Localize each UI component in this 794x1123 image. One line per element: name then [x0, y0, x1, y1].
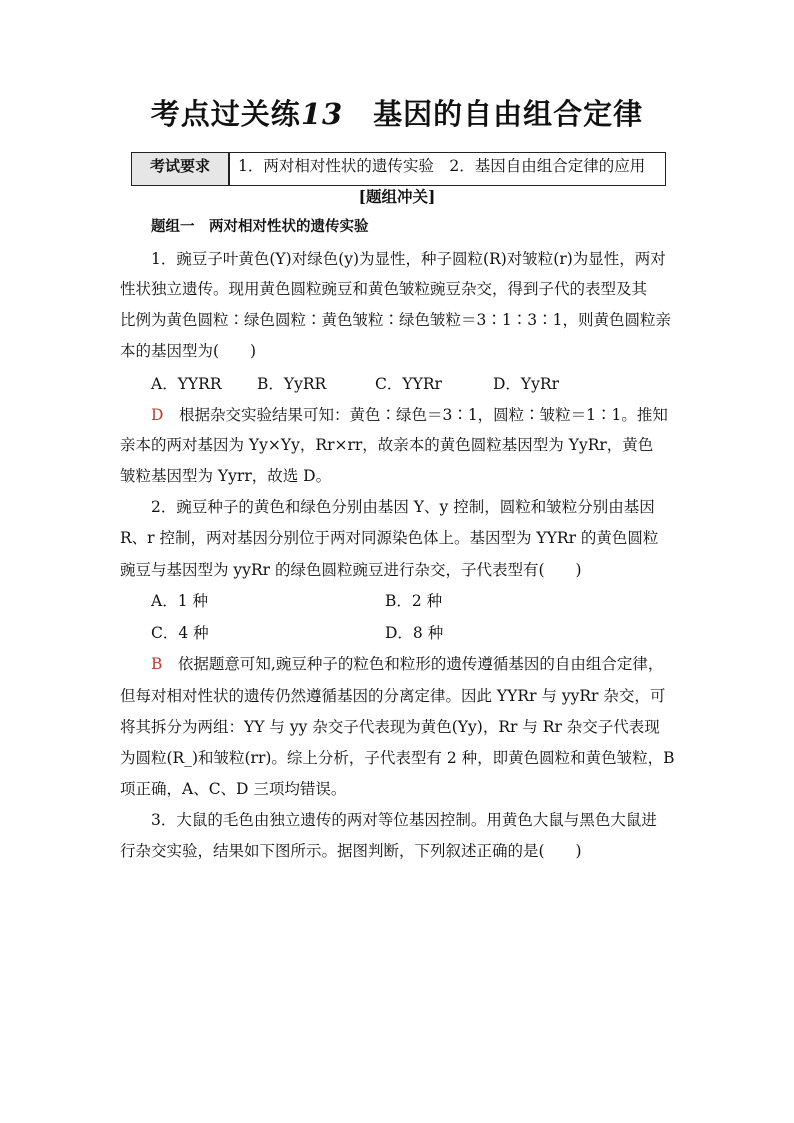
page-title — [0, 92, 794, 133]
q2-answer: B — [151, 655, 163, 673]
group1-heading: 题组一 两对相对性状的遗传实验 — [151, 218, 369, 235]
q1-explanation-line-3: 皱粒基因型为 Yyrr，故选 D。 — [120, 467, 332, 485]
q1-option-d: D．YyRr — [493, 375, 559, 393]
title-main: 考点过关练 — [150, 97, 301, 131]
q2-option-c: C．4 种 — [151, 624, 209, 642]
q1-option-c: C．YYRr — [375, 375, 442, 393]
q1-line-4: 本的基因型为( ) — [120, 342, 257, 360]
q2-explanation-line-2: 但每对相对性状的遗传仍然遵循基因的分离定律。因此 YYRr 与 yyRr 杂交，可 — [120, 687, 666, 705]
q2-option-a: A．1 种 — [151, 592, 208, 610]
q2-line-3: 豌豆与基因型为 yyRr 的绿色圆粒豌豆进行杂交，子代表型有( ) — [120, 561, 582, 579]
q2-explanation-line-3: 将其拆分为两组：YY 与 yy 杂交子代表现为黄色(Yy)，Rr 与 Rr 杂交子代表现 — [120, 718, 660, 736]
q2-line-2: R、r 控制，两对基因分别位于两对同源染色体上。基因型为 YYRr 的黄色圆粒 — [120, 529, 659, 547]
requirements-text: 1．两对相对性状的遗传实验 2．基因自由组合定律的应用 — [238, 157, 646, 175]
q1-option-b: B．YyRR — [257, 375, 327, 393]
title-topic: 基因的自由组合定律 — [373, 97, 644, 131]
title-number: 13 — [300, 97, 344, 131]
requirements-label: 考试要求 — [132, 153, 230, 185]
section-tag: [题组冲关] — [358, 187, 436, 206]
q3-line-2: 行杂交实验，结果如下图所示。据图判断，下列叙述正确的是( ) — [120, 842, 582, 860]
q2-option-b: B．2 种 — [385, 592, 443, 610]
q1-line-1: 1．豌豆子叶黄色(Y)对绿色(y)为显性，种子圆粒(R)对皱粒(r)为显性，两对 — [151, 250, 666, 268]
q2-option-d: D．8 种 — [385, 624, 444, 642]
q3-line-1: 3．大鼠的毛色由独立遗传的两对等位基因控制。用黄色大鼠与黑色大鼠进 — [151, 811, 657, 829]
q1-explanation-line-2: 亲本的两对基因为 Yy×Yy，Rr×rr，故亲本的黄色圆粒基因型为 YyRr，黄色 — [120, 436, 654, 454]
q2-explanation-line-1: B 依据题意可知,豌豆种子的粒色和粒形的遗传遵循基因的自由组合定律， — [151, 655, 664, 673]
q2-line-1: 2．豌豆种子的黄色和绿色分别由基因 Y、y 控制，圆粒和皱粒分别由基因 — [151, 498, 655, 516]
q2-explanation-line-4: 为圆粒(R_)和皱粒(rr)。综上分析，子代表型有 2 种，即黄色圆粒和黄色皱粒，B — [120, 749, 675, 767]
q1-option-a: A．YYRR — [151, 375, 222, 393]
q1-line-3: 比例为黄色圆粒∶绿色圆粒∶黄色皱粒∶绿色皱粒＝3∶1∶3∶1，则黄色圆粒亲 — [120, 311, 671, 329]
requirements-table — [131, 152, 666, 186]
q1-line-2: 性状独立遗传。现用黄色圆粒豌豆和黄色皱粒豌豆杂交，得到子代的表型及其 — [120, 280, 648, 298]
q2-explanation-line-5: 项正确，A、C、D 三项均错误。 — [120, 780, 347, 798]
q1-answer: D — [151, 406, 164, 424]
q1-explanation-line-1: D 根据杂交实验结果可知：黄色∶绿色＝3∶1，圆粒∶皱粒＝1∶1。推知 — [151, 406, 668, 424]
